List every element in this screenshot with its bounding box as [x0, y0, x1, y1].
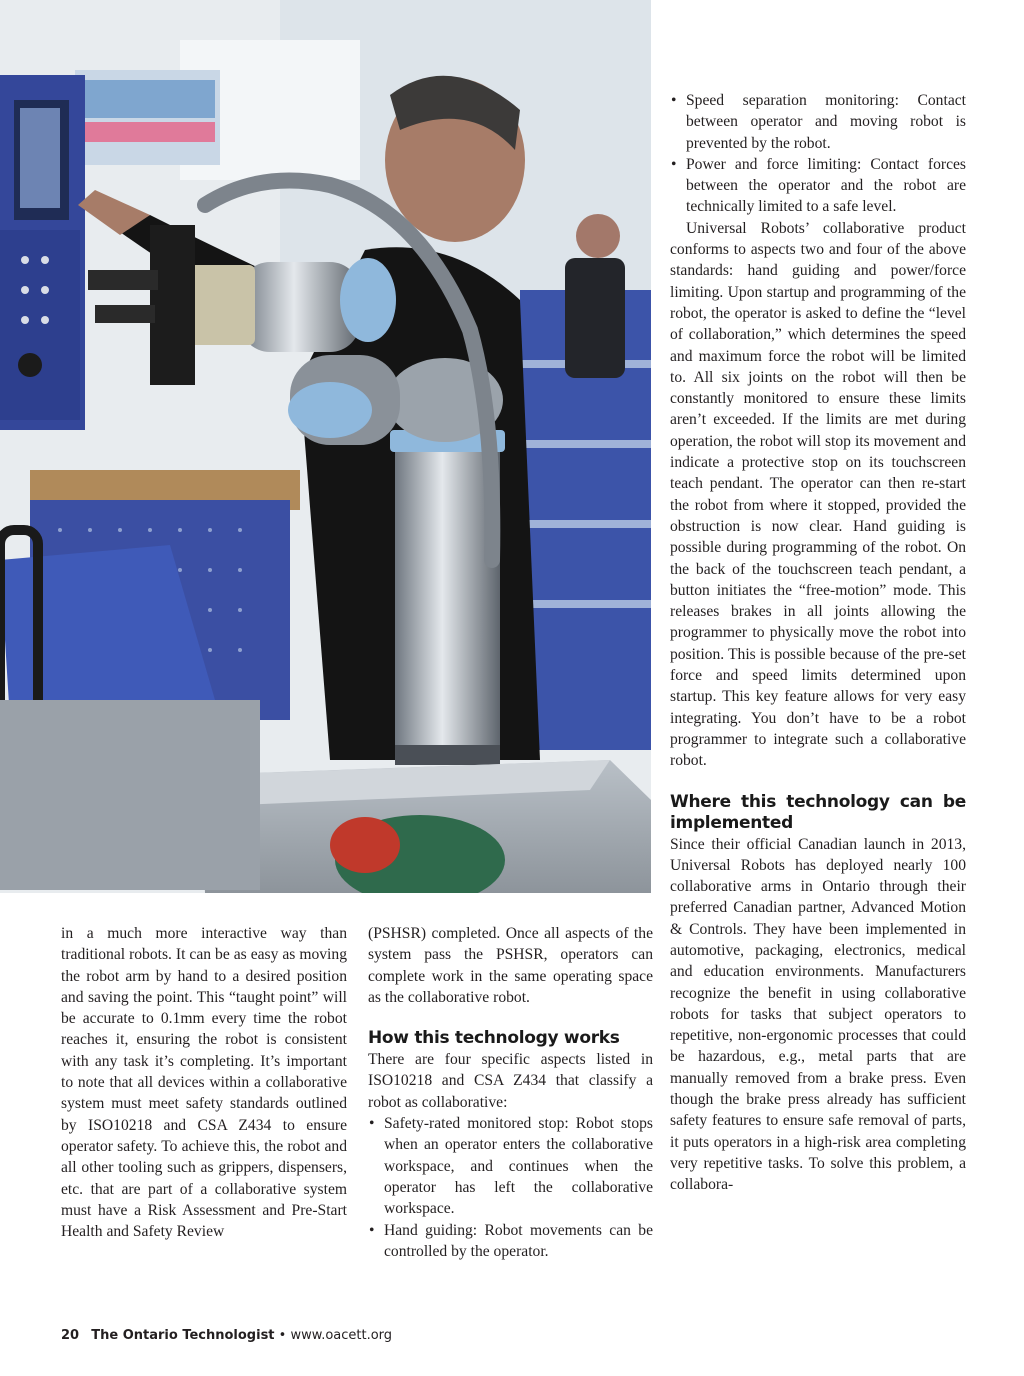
- criteria-list-continued: [670, 90, 966, 218]
- body-paragraph: Since their official Canadian launch in 2013, Universal Robots has deployed nearly 100 collaborative arms in Ontario through their preferred Canadian partner, Advanced Motion & Controls. They have been implemented in automotive, packaging, electronics, medical and education environments. Manufacturers recognize the benefit in using collaborative robots for tasks that subject operators to repetitive, non-ergonomic processes that could be hazardous, e.g., metal parts that are manually removed from a brake press. Even though the brake press already has sufficient safety features to ensure safe removal of parts, it puts operators in a high-risk area completing very repetitive tasks. To solve this problem, a collabora-: [670, 835, 966, 1194]
- text-column-3: [670, 90, 966, 1196]
- section-heading: How this technology works: [368, 1028, 620, 1049]
- body-paragraph: Universal Robots’ collaborative product conforms to aspects two and four of the above standards: hand guiding and power/force limiting. Upon startup and programming of the robot, the operator is asked to define the “level of collaboration,” which determines the speed and maximum force the robot will be limited to. All six joints on the robot will then be constantly monitored to ensure these limits aren’t exceeded. If the limits are met during operation, the robot will stop its movement and indicate a protective stop on its touchscreen teach pendant. The operator can then re-start the robot from where it stopped, provided the obstruction is now clear. Hand guiding is possible during programming of the robot. On the back of the touchscreen teach pendant, a button initiates the “free-motion” mode. This releases brakes in all joints allowing the programmer to physically move the robot into position. This is possible because of the pre-set force and speed limits determined upon startup. This key feature allows for very easy integrating. You don’t have to be a robot programmer to integrate such a collaborative robot.: [670, 219, 966, 770]
- robot-arm-photo: [0, 0, 651, 893]
- list-item: • Speed separation monitoring: Contact between operator and moving robot is prevented by the robot.: [670, 90, 966, 154]
- article-photo: [0, 0, 651, 893]
- text-column-1: [61, 923, 347, 1242]
- list-item: • Power and force limiting: Contact forces between the operator and the robot are technically limited to a safe level.: [670, 154, 966, 218]
- body-paragraph: There are four specific aspects listed in ISO10218 and CSA Z434 that classify a robot as collaborative:: [368, 1051, 653, 1111]
- footer-url: www.oacett.org: [290, 1328, 393, 1343]
- body-paragraph: in a much more interactive way than traditional robots. It can be as easy as moving the robot arm by hand to a desired position and saving the point. This “taught point” will be accurate to 0.1mm every time the robot reaches it, ensuring the robot is consistent with any task it’s completing. It’s important to note that all devices within a collaborative system must meet safety standards outlined by ISO10218 and CSA Z434 to ensure operator safety. To achieve this, the robot and all other tooling such as grippers, dispensers, etc. that are part of a collaborative system must have a Risk Assessment and Pre-Start Health and Safety Review: [61, 925, 347, 1241]
- text-column-2: [368, 923, 653, 1262]
- page-footer: [61, 1328, 392, 1343]
- page-number: 20: [61, 1328, 80, 1343]
- publication-name: The Ontario Technologist: [91, 1328, 275, 1343]
- criteria-list: [368, 1113, 653, 1262]
- section-heading: Where this technology can be implemented: [670, 791, 966, 833]
- body-paragraph: (PSHSR) completed. Once all aspects of the system pass the PSHSR, operators can complete work in the same operating space as the collaborative robot.: [368, 925, 653, 1006]
- list-item: • Safety-rated monitored stop: Robot stops when an operator enters the collaborative workspace, and continues when the operator has left the collaborative workspace.: [368, 1113, 653, 1219]
- list-item: • Hand guiding: Robot movements can be controlled by the operator.: [368, 1220, 653, 1263]
- footer-separator: •: [278, 1328, 287, 1343]
